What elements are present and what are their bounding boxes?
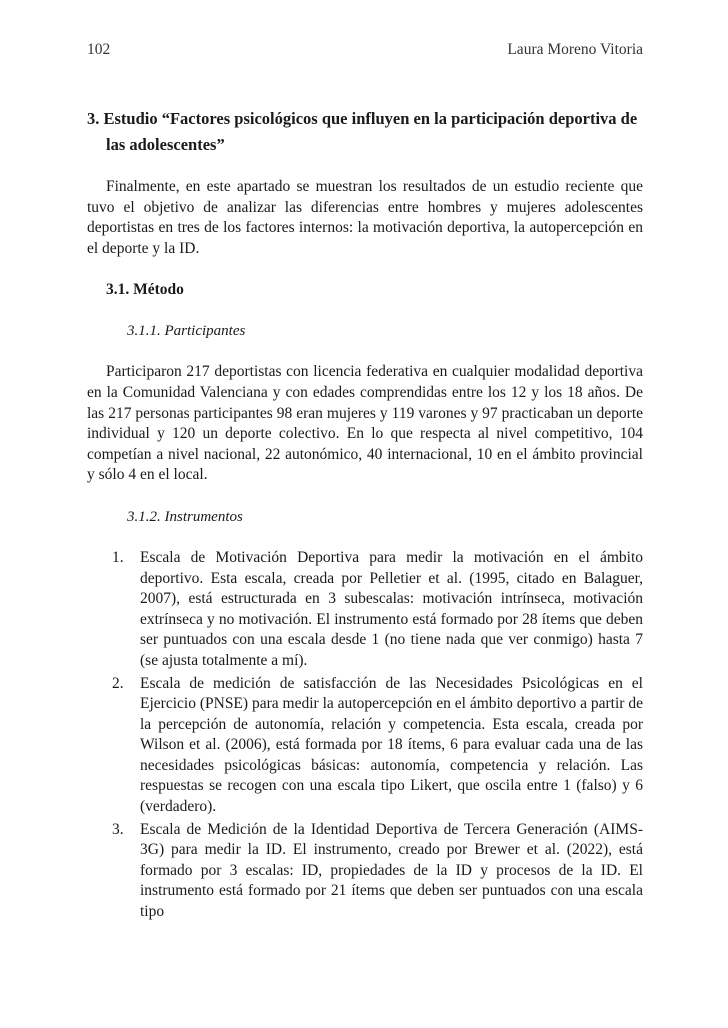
list-item <box>87 820 643 923</box>
list-item-text: Escala de Medición de la Identidad Deportiva de Tercera Generación (AIMS-3G) para medir la ID. El instrumento, creado por Brewer et al. (2022), está formado por 3 escalas: ID, propiedades de la ID y procesos de la ID. El instrumento está formado por 21 ítems que deben ser puntuados con una escala tipo <box>140 820 643 921</box>
intro-paragraph: Finalmente, en este apartado se muestran los resultados de un estudio reciente que tuvo el objetivo de analizar las diferencias entre hombres y mujeres adolescentes deportistas en tres de los factores internos: la motivación deportiva, la autopercepción en el deporte y la ID. <box>87 178 643 257</box>
list-item-number: 1. <box>112 548 124 566</box>
list-item <box>87 548 643 672</box>
running-header <box>87 40 643 60</box>
page-number: 102 <box>87 41 111 58</box>
list-item-text: Escala de Motivación Deportiva para medir la motivación en el ámbito deportivo. Esta escala, creada por Pelletier et al. (1995, citado en Balaguer, 2007), está estructurada en 3 subescalas: motivación intrínseca, motivación extrínseca y no motivación. El instrumento está formado por 28 ítems que deben ser puntuados con una escala desde 1 (no tiene nada que ver conmigo) hasta 7 (se ajusta totalmente a mí). <box>140 548 643 669</box>
section-title: 3. Estudio “Factores psicológicos que influyen en la participación deportiva de las adolescentes” <box>87 109 638 154</box>
list-item-text: Escala de medición de satisfacción de las Necesidades Psicológicas en el Ejercicio (PNSE) para medir la autopercepción en el ámbito deportivo a partir de la percepción de autonomía, relación y competencia. Esta escala, creada por Wilson et al. (2006), está formada por 18 ítems, 6 para evaluar cada una de las necesidades psicológicas básicas: autonomía, competencia y relación. Las respuestas se recogen con una escala tipo Likert, que oscila entre 1 (falso) y 6 (verdadero). <box>140 674 643 816</box>
method-heading: 3.1. Método <box>106 281 184 299</box>
list-item-number: 3. <box>112 820 124 838</box>
document-page <box>87 40 643 925</box>
participants-paragraph: Participaron 217 deportistas con licencia federativa en cualquier modalidad deportiva en la Comunidad Valenciana y con edades comprendidas entre los 12 y los 18 años. De las 217 personas participantes 98 eran mujeres y 119 varones y 97 practicaban un deporte individual y 120 un deporte colectivo. En lo que respecta al nivel competitivo, 104 competían a nivel nacional, 22 autonómico, 40 internacional, 10 en el ámbito provincial y sólo 4 en el local. <box>87 363 643 484</box>
instruments-heading: 3.1.2. Instrumentos <box>127 508 243 525</box>
running-author: Laura Moreno Vitoria <box>507 41 643 58</box>
list-item-number: 2. <box>112 674 124 692</box>
participants-heading: 3.1.1. Participantes <box>127 323 246 340</box>
instruments-list <box>87 548 643 923</box>
list-item <box>87 674 643 818</box>
